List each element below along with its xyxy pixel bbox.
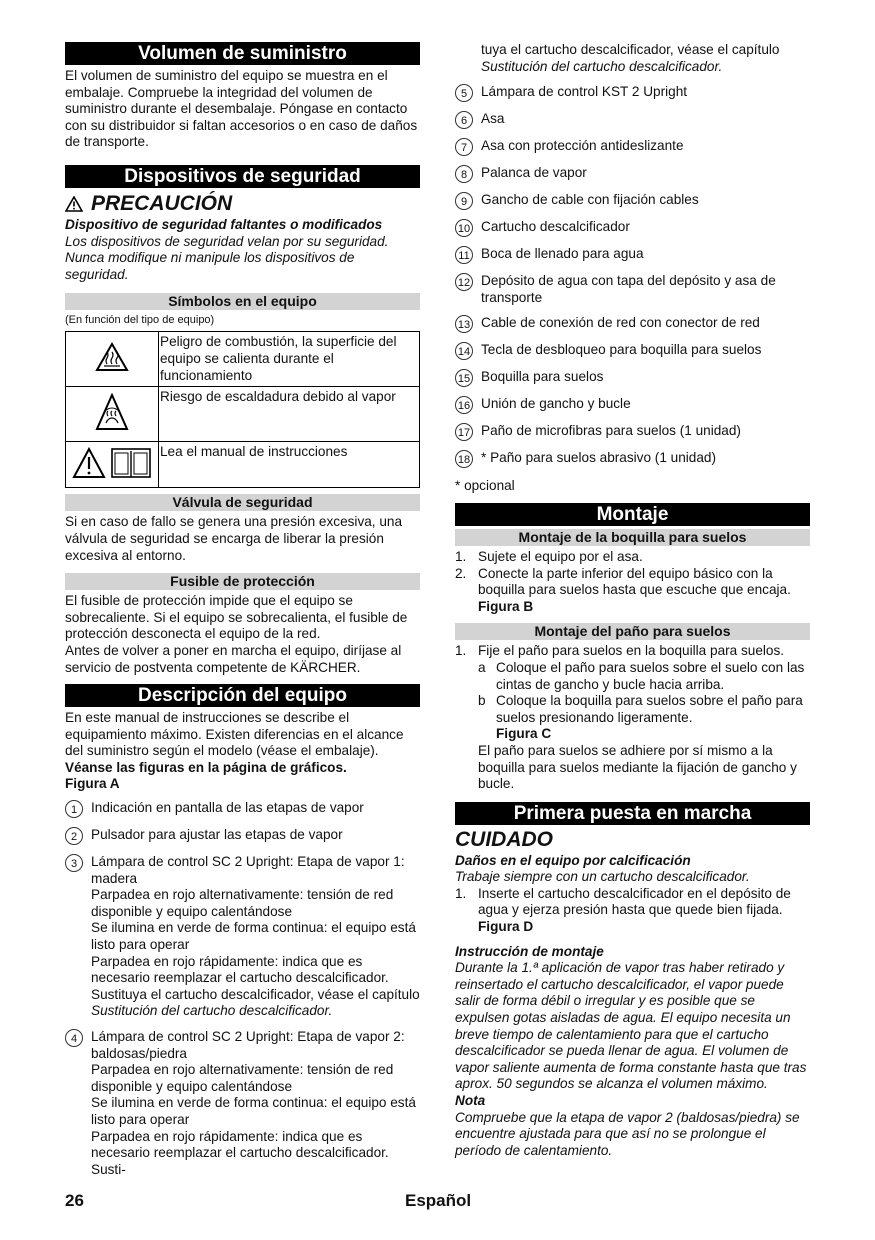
item-number: 4 [65, 1029, 83, 1047]
item-text-italic: Sustitución del cartucho descalcificador. [481, 58, 723, 74]
step-text: Conecte la parte inferior del equipo básico con la boquilla para suelos hasta que escuche que encaja. [478, 565, 791, 598]
fusible-body-2: Antes de volver a poner en marcha el equipo, diríjase al servicio de postventa competente de KÄRCHER. [65, 642, 402, 675]
page-number: 26 [65, 1191, 84, 1210]
hot-surface-icon [95, 342, 129, 372]
step-number: 1. [455, 548, 467, 564]
item-number: 12 [455, 273, 473, 291]
step-item [455, 643, 810, 660]
item-text: Gancho de cable con fijación cables [481, 192, 699, 208]
figure-c-label: Figura C [496, 726, 552, 742]
instruction-text: Durante la 1.ª aplicación de vapor tras haber retirado y reinsertado el cartucho descalcificador, el vapor puede salir de forma débil o irregular y es posible que se expulsen gotas aisladas de agua. El equipo necesita un breve tiempo de calentamiento para que el cartucho descalcificador se pueda llenar de agua. El volumen de vapor saliente aumenta de forma constante hasta que tras aprox. 50 segundos se alcanza el volumen máximo. [455, 960, 807, 1092]
step-text: Sujete el equipo por el asa. [478, 548, 643, 564]
list-item [455, 423, 810, 441]
item-number: 9 [455, 192, 473, 210]
item-number: 14 [455, 342, 473, 360]
item-number: 1 [65, 800, 83, 818]
step-number: 1. [455, 885, 467, 901]
fusible-body: El fusible de protección impide que el equipo se sobrecaliente. Si el equipo se sobrecalienta, el fusible de protección desconecta el equipo de la red. [65, 593, 408, 642]
symbol-row [66, 332, 420, 387]
item-text: Palanca de vapor [481, 165, 587, 181]
step-text: Inserte el cartucho descalcificador en el depósito de agua y ejerza presión hasta que quede bien fijada. [478, 885, 791, 918]
item-number: 5 [455, 84, 473, 102]
item-text: Parpadea en rojo rápidamente: indica que es necesario reemplazar el cartucho descalcificador. Sustituya el cartucho descalcificador, véase el capítulo [91, 953, 420, 1002]
section-title-simbolos: Símbolos en el equipo [65, 293, 420, 310]
item-number: 2 [65, 827, 83, 845]
item-text: Parpadea en rojo alternativamente: tensión de red disponible y equipo calentándose [91, 887, 394, 919]
symbol-cell [66, 442, 159, 488]
list-item [455, 84, 810, 102]
caution-heading-cuidado: CUIDADO [455, 827, 553, 851]
simbolos-note: (En función del tipo de equipo) [65, 314, 215, 327]
symbol-row [66, 387, 420, 442]
substep-text: Coloque la boquilla para suelos sobre el paño para suelos presionando ligeramente. [496, 693, 803, 725]
steam-scald-icon [95, 393, 129, 431]
item-text: Pulsador para ajustar las etapas de vapor [91, 827, 343, 843]
warning-triangle-icon [65, 196, 83, 212]
item-number: 18 [455, 450, 473, 468]
component-list-continued [455, 84, 810, 468]
optional-note: * opcional [455, 478, 515, 494]
step-item [455, 549, 810, 566]
section-title-fusible: Fusible de protección [65, 573, 420, 590]
item-number: 10 [455, 219, 473, 237]
symbols-table [65, 331, 420, 488]
list-item [455, 273, 810, 306]
item-text: Parpadea en rojo alternativamente: tensión de red disponible y equipo calentándose [91, 1062, 394, 1094]
substep-letter: a [478, 659, 486, 675]
item-number: 6 [455, 111, 473, 129]
caution-label: PRECAUCIÓN [91, 191, 233, 215]
section-title-seguridad: Dispositivos de seguridad [65, 165, 420, 188]
list-item [455, 165, 810, 183]
descripcion-body: En este manual de instrucciones se describe el equipamiento máximo. Existen diferencias en el alcance del suministro según el modelo (véase el embalaje). [65, 710, 404, 759]
step-number: 1. [455, 643, 467, 659]
note-title: Nota [455, 1093, 486, 1108]
section-title-montaje-boquilla: Montaje de la boquilla para suelos [455, 529, 810, 546]
item-text: Cartucho descalcificador [481, 219, 630, 235]
section-title-volumen: Volumen de suministro [65, 42, 420, 65]
boquilla-steps [455, 549, 810, 599]
item-text: Se ilumina en verde de forma continua: el equipo está listo para operar [91, 920, 416, 953]
step-text: Fije el paño para suelos en la boquilla para suelos. [478, 643, 785, 659]
caution-subtitle: Dispositivo de seguridad faltantes o modificados [65, 216, 383, 232]
item-text: Se ilumina en verde de forma continua: el equipo está listo para operar [91, 1095, 416, 1127]
pano-after-text: El paño para suelos se adhiere por sí mismo a la boquilla para suelos mediante la fijación de gancho y bucle. [478, 742, 797, 792]
list-item [65, 800, 420, 818]
figure-b-label: Figura B [478, 598, 534, 614]
item-text: Lámpara de control SC 2 Upright: Etapa de vapor 2: baldosas/piedra [91, 1029, 405, 1061]
substep-text: Coloque el paño para suelos sobre el suelo con las cintas de gancho y bucle hacia arriba. [496, 659, 805, 692]
section-title-montaje: Montaje [455, 503, 810, 526]
list-item [455, 192, 810, 210]
figure-d-label: Figura D [478, 919, 534, 935]
item-text: Depósito de agua con tapa del depósito y asa de transporte [481, 273, 776, 305]
item-number: 7 [455, 138, 473, 156]
item-text: Lámpara de control SC 2 Upright: Etapa de vapor 1: madera [91, 854, 405, 886]
symbol-text: Lea el manual de instrucciones [159, 442, 420, 488]
item-number: 16 [455, 396, 473, 414]
volumen-body: El volumen de suministro del equipo se muestra en el embalaje. Compruebe la integridad del volumen de suministro durante el desembalaje. Póngase en contacto con su distribuidor si faltan accesorios o en caso de daños de transporte. [65, 68, 418, 150]
symbol-cell [66, 387, 159, 442]
item-text: Asa [481, 111, 505, 127]
list-item [455, 219, 810, 237]
item-text: Tecla de desbloqueo para boquilla para suelos [481, 342, 762, 358]
symbol-text: Riesgo de escaldadura debido al vapor [159, 387, 420, 442]
item-text: Lámpara de control KST 2 Upright [481, 84, 688, 100]
list-item [455, 111, 810, 129]
valvula-body: Si en caso de fallo se genera una presión excesiva, una válvula de seguridad se encarga de liberar la presión excesiva al entorno. [65, 514, 403, 563]
section-title-puesta-en-marcha: Primera puesta en marcha [455, 802, 810, 825]
step-number: 2. [455, 565, 467, 581]
list-item [65, 854, 420, 1020]
list-item [455, 246, 810, 264]
item-number: 15 [455, 369, 473, 387]
section-title-descripcion: Descripción del equipo [65, 684, 420, 707]
list-item [455, 138, 810, 156]
right-column [455, 42, 810, 1159]
puesta-steps [455, 886, 810, 919]
list-item [65, 827, 420, 845]
warning-triangle-icon [72, 447, 106, 479]
component-list [65, 800, 420, 1178]
list-item [65, 1029, 420, 1178]
instruction-title: Instrucción de montaje [455, 943, 604, 959]
substep-item [455, 660, 810, 693]
list-item [455, 450, 810, 468]
item-text: * Paño para suelos abrasivo (1 unidad) [481, 450, 717, 466]
list-item [455, 369, 810, 387]
figure-a-label: Figura A [65, 776, 120, 792]
item-number: 13 [455, 315, 473, 333]
item-text: Unión de gancho y bucle [481, 396, 631, 412]
item-text: Paño de microfibras para suelos (1 unidad) [481, 423, 741, 439]
step-item [455, 566, 810, 599]
item-4-continuation [455, 42, 810, 75]
item-number: 3 [65, 854, 83, 872]
figures-reference: Véanse las figuras en la página de gráficos. [65, 759, 347, 775]
list-item [455, 396, 810, 414]
manual-book-icon [110, 447, 152, 479]
section-title-montaje-pano: Montaje del paño para suelos [455, 623, 810, 640]
item-text: Cable de conexión de red con conector de red [481, 315, 760, 331]
section-title-valvula: Válvula de seguridad [65, 494, 420, 511]
item-text: Indicación en pantalla de las etapas de vapor [91, 800, 364, 816]
step-item [455, 886, 810, 919]
left-column [65, 42, 420, 1187]
item-number: 8 [455, 165, 473, 183]
item-text-italic: Sustitución del cartucho descalcificador. [91, 1003, 333, 1019]
caution-text: Trabaje siempre con un cartucho descalcificador. [455, 869, 750, 885]
item-number: 11 [455, 246, 473, 264]
item-text: Parpadea en rojo rápidamente: indica que es necesario reemplazar el cartucho descalcificador. Susti- [91, 1128, 389, 1177]
list-item [455, 315, 810, 333]
item-number: 17 [455, 423, 473, 441]
caution-subtitle: Daños en el equipo por calcificación [455, 852, 691, 868]
item-text: Asa con protección antideslizante [481, 138, 684, 154]
item-text: tuya el cartucho descalcificador, véase el capítulo [481, 42, 780, 57]
substep-letter: b [478, 693, 486, 709]
item-text: Boca de llenado para agua [481, 246, 644, 262]
substep-item [455, 693, 810, 726]
caution-text: Los dispositivos de seguridad velan por su seguridad. Nunca modifique ni manipule los dispositivos de seguridad. [65, 233, 389, 282]
page-language: Español [405, 1191, 472, 1210]
item-text: Boquilla para suelos [481, 369, 604, 385]
note-text: Compruebe que la etapa de vapor 2 (baldosas/piedra) se encuentre ajustada para que así no se prolongue el período de calentamiento. [455, 1109, 800, 1158]
symbol-row [66, 442, 420, 488]
list-item [455, 342, 810, 360]
symbol-text: Peligro de combustión, la superficie del equipo se calienta durante el funcionamiento [159, 332, 420, 387]
caution-heading [65, 192, 420, 216]
symbol-cell [66, 332, 159, 387]
pano-steps [455, 643, 810, 726]
